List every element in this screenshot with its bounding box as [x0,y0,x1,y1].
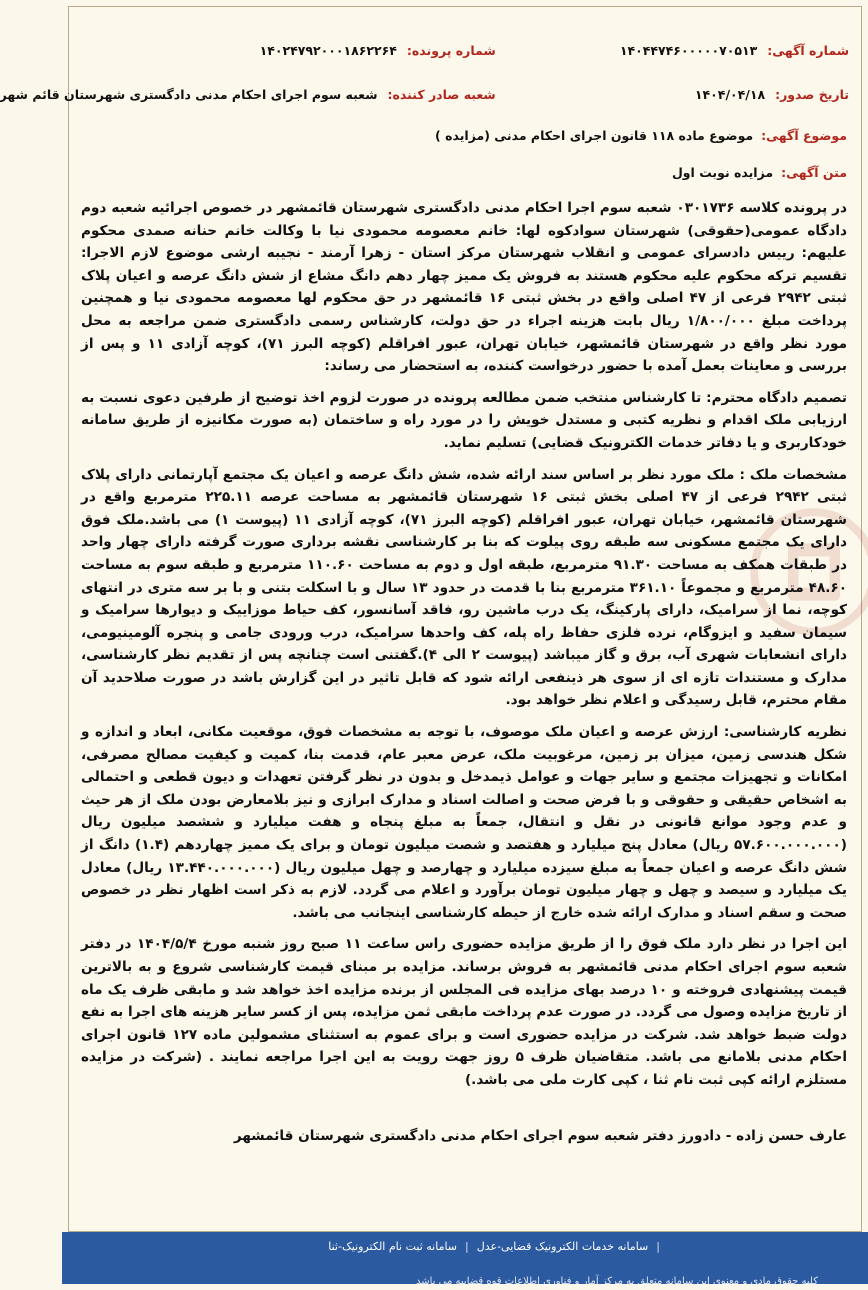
issuer-group [0,86,496,102]
issuer-label: شعبه صادر کننده: [387,86,496,102]
site-footer [62,1232,868,1287]
notice-number-group [496,43,849,58]
signature: عارف حسن زاده - دادورز دفتر شعبه سوم اجرای احکام مدنی دادگستری شهرستان قائمشهر [233,1128,847,1144]
footer-separator: | [465,1240,469,1253]
notice-sheet [0,6,862,1232]
issue-date: ۱۴۰۴/۰۴/۱۸ [694,86,766,102]
paragraph-auction-terms: این اجرا در نظر دارد ملک فوق را از طریق مزایده حضوری راس ساعت ۱۱ صبح روز شنبه مورخ ۱۴۰۴/۵/۴ در دفتر شعبه سوم اجرای احکام مدنی قائمشهر به فروش برساند. مزایده بر مبنای قیمت کارشناسی شروع و به بالاترین قیمت پیشنهادی فروخته و ۱۰ درصد بهای مزایده فی المجلس از برنده مزایده اخذ خواهد شد و مابقی ظرف یک ماه از تاریخ مزایده وصول می گردد. در صورت عدم پرداخت مابقی ثمن مزایده، پس از کسر سایر هزینه های اجرا به نفع دولت ضبط خواهد شد. شرکت در مزایده حضوری است و برای عموم به استثنای مشمولین ماده ۱۲۷ قانون اجرای احکام مدنی بلامانع می باشد. متقاضیان ظرف ۵ روز جهت رویت به این اجرا مراجعه نمایند . (شرکت در مزایده مستلزم ارائه کپی ثبت نام ثنا ، کپی کارت ملی می باشد.) [81,936,847,1088]
header-row-date-issuer [0,81,849,107]
subject-label: موضوع آگهی: [761,128,847,143]
case-number-label: شماره پرونده: [406,42,496,58]
subject-value: موضوع ماده ۱۱۸ قانون اجرای احکام مدنی (مزایده ) [435,128,754,143]
case-number: ۱۴۰۲۴۷۹۲۰۰۰۱۸۶۲۲۶۴ [259,42,397,58]
paragraph-court-decision: تصمیم دادگاه محترم: تا کارشناس منتخب ضمن مطالعه پرونده در صورت لزوم اخذ توضیح از طرفین دعوی نسبت به ارزیابی ملک اقدام و نظریه کتبی و مستدل خویش را در مورد راه و ساختمان (به صورت مکانیزه از طریق سامانه خودکاربری و یا دفاتر خدمات الکترونیک قضایی) تسلیم نماید. [81,389,847,451]
issue-date-group [496,87,849,102]
text-heading-value: مزایده نوبت اول [671,165,774,180]
footer-separator: | [656,1240,660,1253]
paragraph-case-intro: در پرونده کلاسه ۰۳۰۱۷۳۶ شعبه سوم اجرا احکام مدنی دادگستری شهرستان قائمشهر در خصوص اجرائیه شعبه دوم دادگاه عمومی(حقوقی) شهرستان سوادکوه لها: خانم معصومه محمودی نیا با وکالت خانم حنانه صمدی محکوم علیهم: رییس دادسرای عمومی و انقلاب شهرستان مرکز استان - زهرا آرمند - نجیبه ارشی موضوع لازم الاجرا: تقسیم ترکه محکوم علیه محکوم هستند به فروش یک ممیز چهار دهم دانگ مشاع از شش دانگ عرصه و اعیان پلاک ثبتی ۲۹۴۲ فرعی از ۴۷ اصلی واقع در بخش ثبتی ۱۶ قائمشهر در حق محکوم لها معصومه محمودی نیا و همچنین پرداخت مبلغ ۱/۸۰۰/۰۰۰ ریال بابت هزینه اجراء در حق دولت، کارشناس رسمی دادگستری ضمن مراجعه به محل مورد نظر واقع در شهرستان قائمشهر، خیابان تهران، عبور افراقلم (کوچه البرز ۷۱)، کوچه آزادی ۱۱ و پس از بررسی و معاینات بعمل آمده با حضور درخواست کننده، به استحضار می رساند: [81,200,847,375]
footer-links [328,1240,660,1253]
case-number-group [81,43,496,58]
footer-copyright-note: کلیه حقوق مادی و معنوی این سامانه متعلق به مرکز آمار و فناوری اطلاعات قوه قضاییه می باشد [416,1276,818,1287]
footer-link-judicial-services[interactable]: سامانه خدمات الکترونیک قضایی-عدل [476,1240,649,1253]
issuer: شعبه سوم اجرای احکام مدنی دادگستری شهرستان قائم شهر [0,86,378,102]
notice-number: ۱۴۰۴۴۷۴۶۰۰۰۰۰۷۰۵۱۳ [619,42,758,58]
paragraph-property-specs: مشخصات ملک : ملک مورد نظر بر اساس سند ارائه شده، شش دانگ عرصه و اعیان یک مجتمع آپارتمانی دارای پلاک ثبتی ۲۹۴۲ فرعی از ۴۷ اصلی بخش ثبتی ۱۶ شهرستان قائمشهر به مساحت عرصه ۲۲۵.۱۱ مترمربع واقع در شهرستان قائمشهر، خیابان تهران، عبور افراقلم (کوچه البرز ۷۱)، کوچه آزادی ۱۱ (پیوست ۱) می باشد.ملک فوق دارای یک مجتمع مسکونی سه طبقه روی پیلوت که بنا بر کارشناسی نقشه برداری صورت گرفته دارای چهار واحد در طبقات همکف به مساحت ۹۱.۳۰ مترمربع، طبقه اول و دوم به مساحت ۱۱۰.۶۰ مترمربع و طبقه سوم به مساحت ۴۸.۶۰ مترمربع و مجموعاً ۳۶۱.۱۰ مترمربع بنا با قدمت در حدود ۱۳ سال و با اسکلت بتنی و با بر سه متری در انتهای کوچه، نما از سرامیک، دارای پارکینگ، یک درب ماشین رو، فاقد آسانسور، کف حیاط موزاییک و دیوارها سرامیک و سیمان سفید و ایزوگام، نرده فلزی حفاظ راه پله، کف واحدها سرامیک، درب ورودی جامی و پنجره آلومینیومی، دارای انشعابات شهری آب، برق و گاز میباشد (پیوست ۲ الی ۴).گفتنی است چنانچه پس از تقدیم نظر کارشناسی، مدارک و مستندات تازه ای از سوی هر ذینفعی ارائه شود که قابل تاثیر در این گزارش باشد در صورت صلاحدید آن مقام محترم، قابل رسیدگی و اعلام نظر خواهد بود. [81,466,847,709]
paragraph-expert-opinion: نظریه کارشناسی: ارزش عرصه و اعیان ملک موصوف، با توجه به مشخصات فوق، موقعیت مکانی، ابعاد و اندازه و شکل هندسی زمین، میزان بر زمین، مرغوبیت ملک، عرض معبر عام، قدمت بنا، کمیت و کیفیت مصالح مصرفی، امکانات و تجهیزات مجتمع و سایر جهات و عوامل ذیمدخل و بدون در نظر گرفتن تعهدات و دیون قطعی و احتمالی به اشخاص حقیقی و حقوقی و با فرض صحت و اصالت اسناد و مدارک ابرازی و نیز بلامعارض بودن ملک از هر حیث و عدم وجود موانع قانونی در نقل و انتقال، جمعاً به مبلغ پنجاه و هفت میلیارد و ششصد میلیون ریال (۵۷.۶۰۰.۰۰۰.۰۰۰ ریال) معادل پنج میلیارد و هفتصد و شصت میلیون تومان و برای یک ممیز چهاردهم (۱.۴) دانگ از شش دانگ عرصه و اعیان جمعاً به مبلغ سیزده میلیارد و چهارصد و چهل میلیون ریال (۱۳.۴۴۰.۰۰۰.۰۰۰ ریال) معادل یک میلیارد و سیصد و چهل و چهار میلیون تومان برآورد و اعلام می گردد. لازم به ذکر است اظهار نظر در خصوص صحت و سقم اسناد و مدارک ارائه شده خارج از حیطه کارشناسی اینجانب می باشد. [81,724,847,921]
header-row-numbers [81,37,849,63]
footer-link-sana-registration[interactable]: سامانه ثبت نام الکترونیک-ثنا [328,1240,458,1253]
text-heading-row [81,165,847,180]
text-heading-label: متن آگهی: [781,165,847,180]
subject-row [81,128,847,143]
issue-date-label: تاریخ صدور: [775,86,849,102]
notice-number-label: شماره آگهی: [767,42,849,58]
notice-body [81,197,847,1101]
